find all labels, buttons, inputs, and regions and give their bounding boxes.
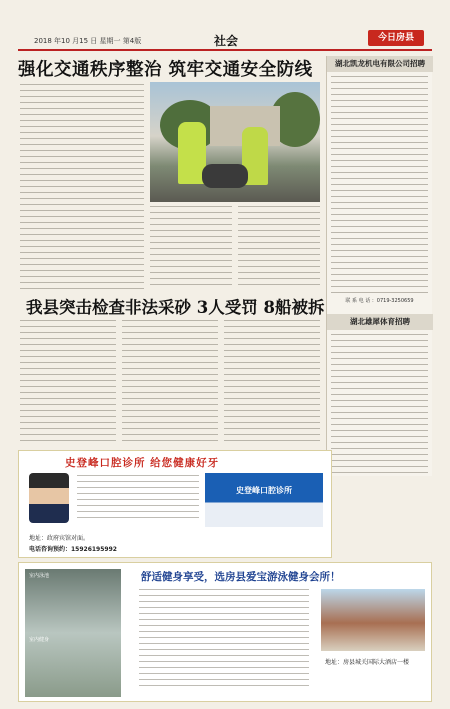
clinic-storefront-sign: 史登峰口腔诊所	[205, 473, 323, 527]
story1-headline: 强化交通秩序整治 筑牢交通安全防线	[18, 60, 313, 80]
dental-ad-title: 史登峰口腔诊所 给您健康好牙	[65, 457, 220, 469]
dental-ad-phone: 电话咨询预约：15926195992	[29, 546, 117, 553]
fitness-ad-title: 舒适健身享受，选房县爱宝游泳健身会所！	[141, 571, 341, 583]
dental-ad-address: 地址：政府宾馆对面。	[29, 535, 90, 542]
fitness-ad-body	[139, 589, 309, 689]
job-ad1-body	[331, 76, 428, 294]
job-ad2-title: 湖北雄犀体育招聘	[327, 314, 433, 330]
job-ad1-phone: 联 系 电 话 ：0719-3250659	[345, 298, 414, 304]
story2-headline: 我县突击检查非法采砂 3人受罚 8船被拆	[26, 298, 325, 317]
hotel-building-photo	[321, 589, 425, 651]
fitness-ad-address: 地址：房县城关国际大酒店一楼	[325, 659, 410, 666]
job-ads-column	[326, 56, 432, 476]
section-title: 社会	[214, 34, 239, 48]
club-interior-photo	[25, 569, 121, 697]
dental-ad-body	[77, 475, 199, 523]
story1-column-c	[238, 206, 320, 288]
fitness-club-ad	[18, 562, 432, 702]
newspaper-logo: 今日房县	[368, 30, 424, 46]
gym-label: 室内健身	[29, 637, 50, 643]
story2-column-a	[20, 320, 116, 444]
pool-label: 室内泳池	[29, 573, 50, 579]
header-rule	[18, 49, 432, 51]
story1-photo	[150, 82, 320, 202]
dentist-portrait	[29, 473, 69, 523]
story2-column-b	[122, 320, 218, 444]
dental-clinic-ad	[18, 450, 332, 558]
job-ad2-body	[331, 334, 428, 474]
story1-column-a	[20, 84, 144, 289]
story1-column-b	[150, 206, 232, 288]
issue-date: 2018 年10 月15 日 星期一 第4版	[34, 37, 142, 45]
story2-column-c	[224, 320, 320, 444]
job-ad1-title: 湖北凯龙机电有限公司招聘	[327, 56, 433, 72]
